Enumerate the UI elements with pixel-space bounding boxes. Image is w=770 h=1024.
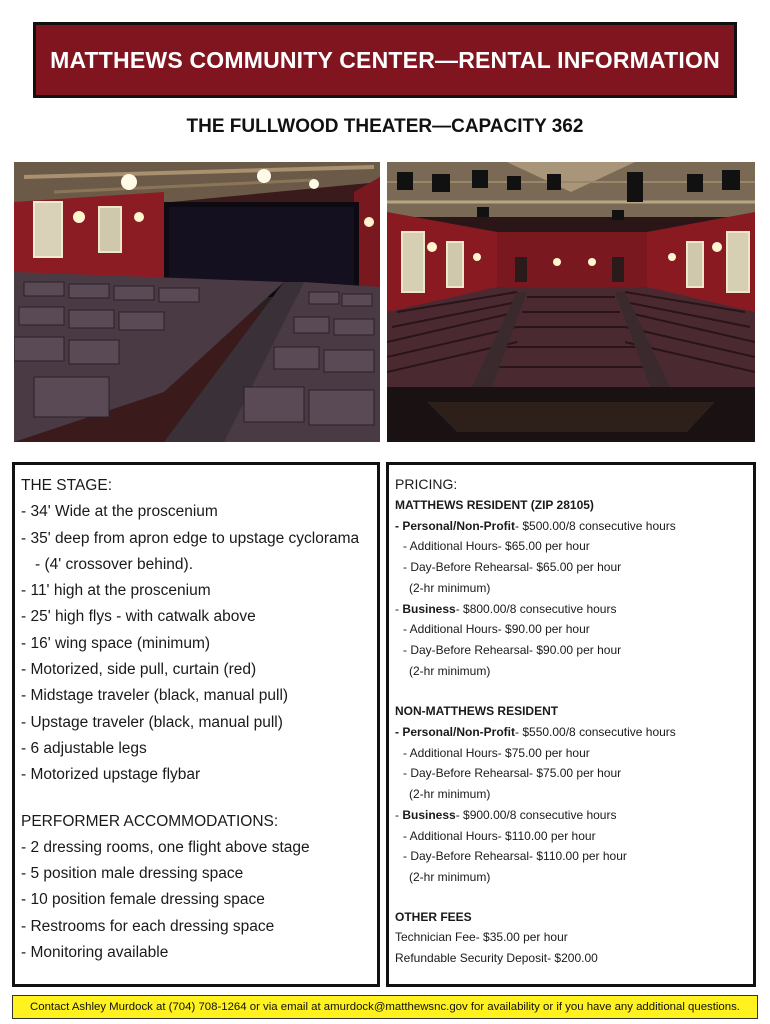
performer-item: - Monitoring available (21, 944, 169, 962)
non-resident-personal-rehearsal: - Day-Before Rehearsal- $75.00 per hour (403, 766, 622, 781)
resident-personal-label: - Personal/Non-Profit (395, 518, 516, 533)
resident-business-rehearsal: - Day-Before Rehearsal- $90.00 per hour (403, 642, 622, 657)
performer-item: - 2 dressing rooms, one flight above stage (21, 838, 310, 856)
stage-item: - (4' crossover behind). (35, 555, 194, 573)
non-resident-heading: NON-MATTHEWS RESIDENT (395, 704, 559, 719)
resident-business-rate: - $800.00/8 consecutive hours (455, 601, 617, 616)
stage-item: - 34' Wide at the proscenium (21, 503, 218, 521)
resident-business-label: Business (402, 601, 456, 616)
non-resident-personal-additional: - Additional Hours- $75.00 per hour (403, 745, 590, 760)
non-resident-business-rate: - $900.00/8 consecutive hours (455, 807, 617, 822)
stage-item: - Upstage traveler (black, manual pull) (21, 713, 283, 731)
stage-item: - 16' wing space (minimum) (21, 634, 211, 652)
resident-business-additional: - Additional Hours- $90.00 per hour (403, 622, 590, 637)
security-deposit: Refundable Security Deposit- $200.00 (395, 951, 598, 966)
resident-business-minimum: (2-hr minimum) (409, 663, 491, 678)
stage-item: - 6 adjustable legs (21, 739, 147, 757)
stage-item: - 25' high flys - with catwalk above (21, 608, 256, 626)
stage-item: - 35' deep from apron edge to upstage cyclorama (21, 529, 360, 547)
non-resident-business-rehearsal: - Day-Before Rehearsal- $110.00 per hour (403, 849, 627, 864)
stage-item: - Midstage traveler (black, manual pull) (21, 687, 289, 705)
pricing-heading: PRICING: (395, 476, 458, 492)
contact-footer (12, 995, 758, 1019)
resident-personal-rate: - $500.00/8 consecutive hours (515, 518, 676, 533)
theater-photo-stage-view (14, 162, 380, 442)
pricing-box (386, 462, 756, 987)
non-resident-business-label: Business (402, 807, 456, 822)
page-subtitle: THE FULLWOOD THEATER—CAPACITY 362 (186, 116, 584, 137)
non-resident-business-prefix: - (395, 807, 403, 822)
non-resident-personal-minimum: (2-hr minimum) (409, 787, 491, 802)
non-resident-business-minimum: (2-hr minimum) (409, 869, 491, 884)
title-banner (33, 22, 737, 98)
performer-item: - 10 position female dressing space (21, 891, 265, 909)
stage-info-box (12, 462, 380, 987)
technician-fee: Technician Fee- $35.00 per hour (395, 930, 568, 945)
stage-heading: THE STAGE: (21, 477, 113, 494)
non-resident-personal-label: - Personal/Non-Profit (395, 725, 516, 740)
performer-item: - Restrooms for each dressing space (21, 917, 275, 935)
non-resident-business-additional: - Additional Hours- $110.00 per hour (403, 828, 596, 843)
resident-heading: MATTHEWS RESIDENT (ZIP 28105) (395, 498, 594, 512)
stage-item: - Motorized, side pull, curtain (red) (21, 661, 257, 679)
non-resident-personal-rate: - $550.00/8 consecutive hours (515, 725, 676, 740)
page-title: MATTHEWS COMMUNITY CENTER—RENTAL INFORMATION (50, 46, 720, 73)
stage-item: - 11' high at the proscenium (21, 582, 211, 600)
performer-item: - 5 position male dressing space (21, 865, 244, 883)
stage-item: - Motorized upstage flybar (21, 766, 201, 784)
contact-text: Contact Ashley Murdock at (704) 708-1264 or via email at amurdock@matthewsnc.gov for availability or if you have any additional questions. (30, 1001, 740, 1013)
other-fees-heading: OTHER FEES (395, 909, 472, 924)
resident-personal-additional: - Additional Hours- $65.00 per hour (403, 539, 590, 554)
resident-personal-minimum: (2-hr minimum) (409, 580, 491, 595)
theater-photo-audience-view (387, 162, 755, 442)
resident-personal-rehearsal: - Day-Before Rehearsal- $65.00 per hour (403, 560, 622, 575)
performer-heading: PERFORMER ACCOMMODATIONS: (21, 812, 279, 830)
resident-business-prefix: - (395, 601, 403, 616)
